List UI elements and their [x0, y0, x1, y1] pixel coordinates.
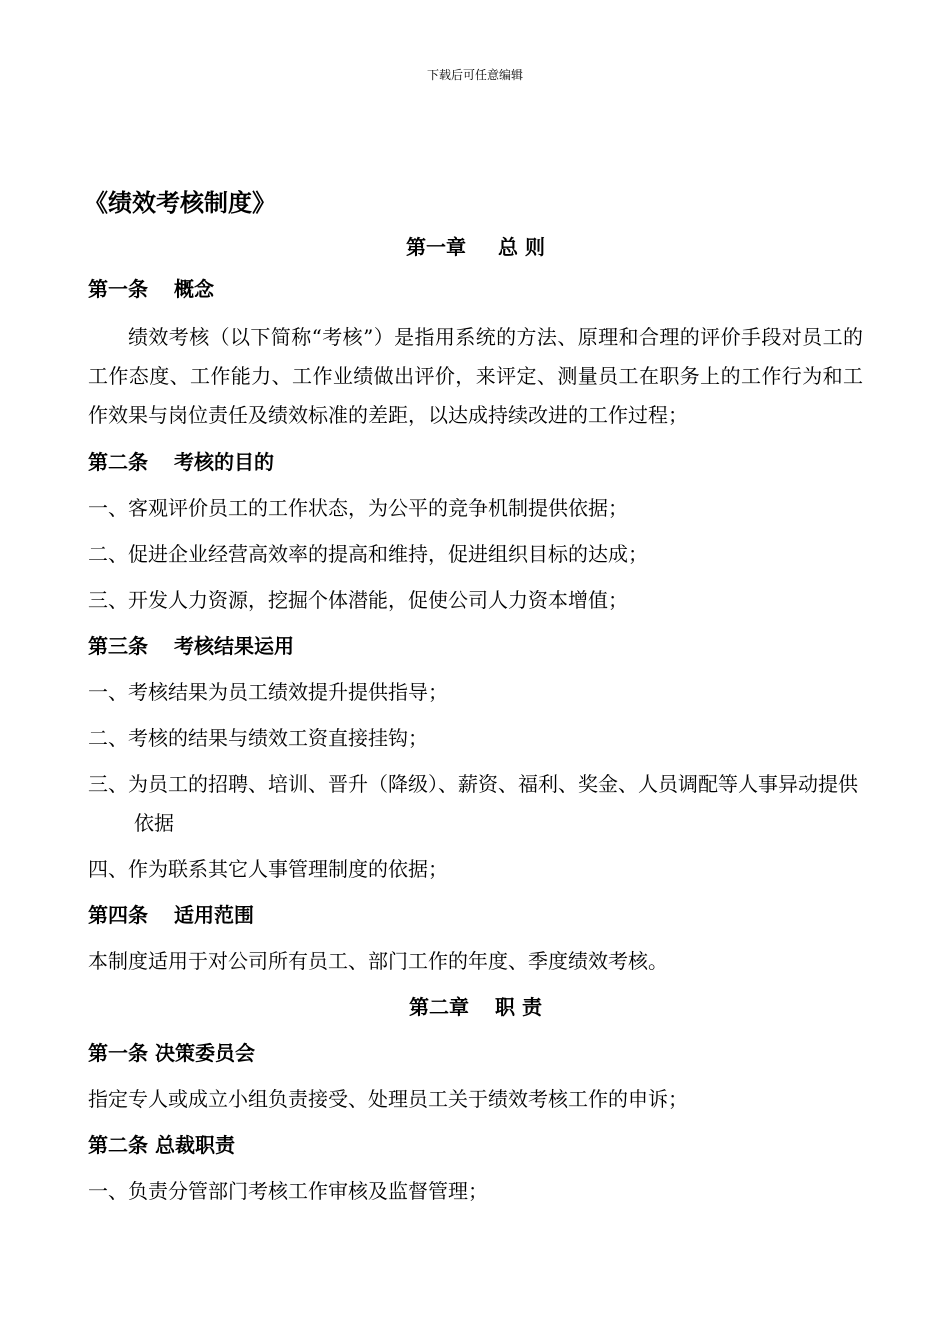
page-header: 下载后可任意编辑	[426, 68, 523, 82]
article-2-number: 第二条	[88, 450, 148, 474]
chapter-1-name: 总 则	[498, 235, 545, 259]
article-4-heading	[88, 892, 863, 938]
chapter-2-article-2-heading: 第二条 总裁职责	[88, 1133, 235, 1157]
article-4-number: 第四条	[88, 903, 148, 927]
chapter-2-name: 职 责	[495, 995, 542, 1019]
chapter-2-heading	[88, 984, 863, 1030]
document-title: 《绩效考核制度》	[84, 189, 276, 217]
article-1-heading	[88, 266, 863, 312]
chapter-1-heading	[88, 228, 863, 266]
article-3-item-3: 三、为员工的招聘、培训、晋升（降级）、薪资、福利、奖金、人员调配等人事异动提供依据	[88, 772, 858, 835]
chapter-2-article-2-item-1: 一、负责分管部门考核工作审核及监督管理；	[88, 1179, 488, 1203]
article-4-text: 本制度适用于对公司所有员工、部门工作的年度、季度绩效考核。	[88, 949, 668, 973]
article-1-name: 概念	[174, 277, 214, 301]
article-3-name: 考核结果运用	[174, 634, 294, 658]
article-4-name: 适用范围	[174, 903, 254, 927]
article-1-number: 第一条	[88, 277, 148, 301]
chapter-2-article-1-text: 指定专人或成立小组负责接受、处理员工关于绩效考核工作的申诉；	[88, 1087, 688, 1111]
article-2-item-3: 三、开发人力资源，挖掘个体潜能，促使公司人力资本增值；	[88, 588, 628, 612]
article-3-item-2: 二、考核的结果与绩效工资直接挂钩；	[88, 726, 428, 750]
article-3-item-1: 一、考核结果为员工绩效提升提供指导；	[88, 680, 448, 704]
article-3-item-4: 四、作为联系其它人事管理制度的依据；	[88, 857, 448, 881]
article-3-number: 第三条	[88, 634, 148, 658]
article-3-heading	[88, 623, 863, 669]
article-2-name: 考核的目的	[174, 450, 274, 474]
document-body	[84, 186, 863, 1214]
article-2-item-1: 一、客观评价员工的工作状态，为公平的竞争机制提供依据；	[88, 496, 628, 520]
article-2-heading	[88, 439, 863, 485]
article-1-text: 绩效考核（以下简称“考核”）是指用系统的方法、原理和合理的评价手段对员工的工作态度、工作能力、工作业绩做出评价，来评定、测量员工在职务上的工作行为和工作效果与岗位责任及绩效标准的差距，以达成持续改进的工作过程；	[88, 325, 863, 427]
chapter-1-number: 第一章	[406, 235, 467, 259]
article-2-item-2: 二、促进企业经营高效率的提高和维持，促进组织目标的达成；	[88, 542, 648, 566]
chapter-2-article-1-heading: 第一条 决策委员会	[88, 1041, 255, 1065]
chapter-2-number: 第二章	[409, 995, 470, 1019]
